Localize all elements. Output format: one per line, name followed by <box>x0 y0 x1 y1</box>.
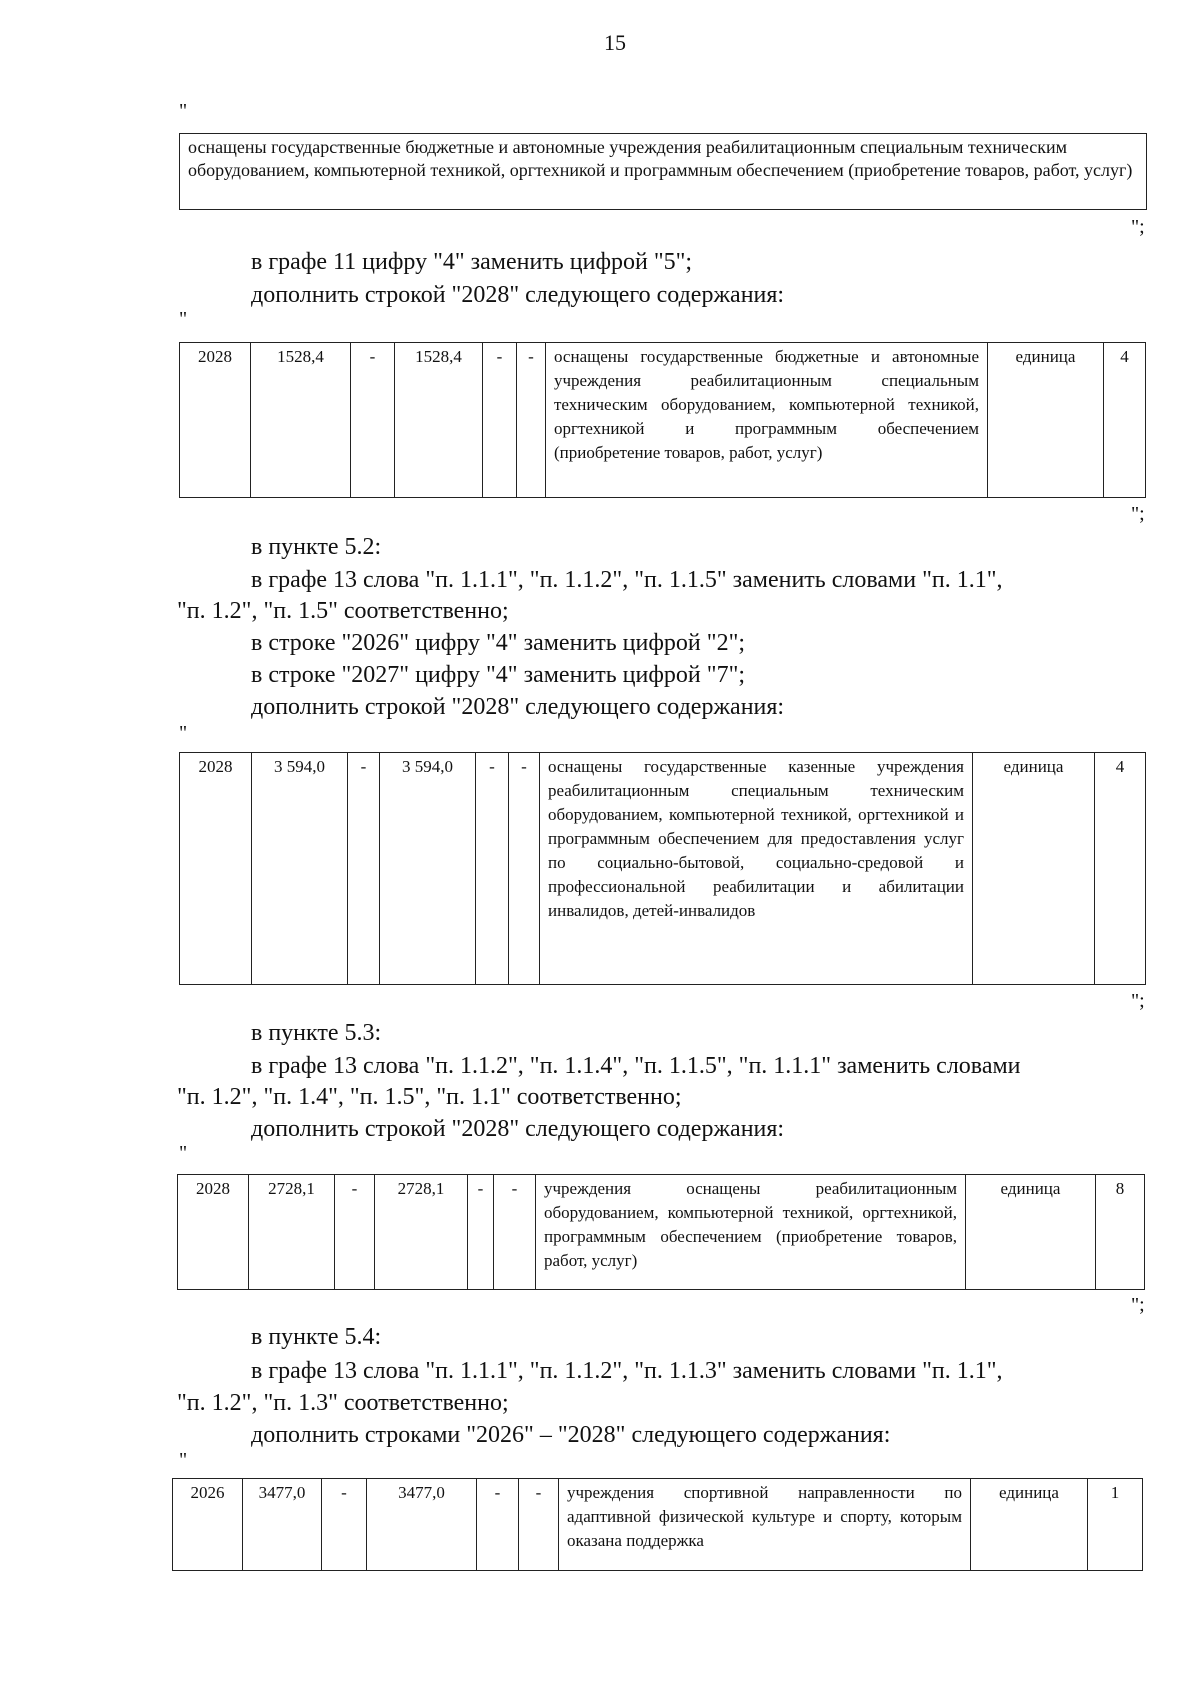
amount-cell: 3 594,0 <box>380 753 476 985</box>
dash-cell: - <box>348 753 380 985</box>
year-cell: 2028 <box>178 1175 249 1290</box>
unit-cell: единица <box>966 1175 1096 1290</box>
year-cell: 2028 <box>180 343 251 498</box>
value-cell: 4 <box>1104 343 1146 498</box>
total-cell: 3 594,0 <box>252 753 348 985</box>
table-row <box>173 1479 1143 1571</box>
dash-cell: - <box>335 1175 375 1290</box>
open-quote: " <box>179 308 188 330</box>
open-quote: " <box>179 1449 188 1471</box>
unit-cell: единица <box>971 1479 1088 1571</box>
unit-cell: единица <box>988 343 1104 498</box>
instruction-line: в пункте 5.2: <box>251 534 382 560</box>
close-quote: "; <box>1131 990 1145 1012</box>
description-cell: учреждения спортивной направленности по адаптивной физической культуре и спорту, которым оказана поддержка <box>559 1479 971 1571</box>
instruction-line: "п. 1.2", "п. 1.5" соответственно; <box>177 598 509 624</box>
instruction-line: в пункте 5.3: <box>251 1020 382 1046</box>
amendment-table <box>179 752 1146 985</box>
instruction-line: в пункте 5.4: <box>251 1324 382 1350</box>
instruction-line: в графе 13 слова "п. 1.1.1", "п. 1.1.2", "п. 1.1.5" заменить словами "п. 1.1", <box>251 567 1003 593</box>
value-cell: 4 <box>1095 753 1146 985</box>
instruction-line: дополнить строками "2026" – "2028" следующего содержания: <box>251 1422 891 1448</box>
amount-cell: 2728,1 <box>375 1175 468 1290</box>
dash-cell: - <box>519 1479 559 1571</box>
value-cell: 1 <box>1088 1479 1143 1571</box>
instruction-line: в строке "2027" цифру "4" заменить цифрой "7"; <box>251 662 746 688</box>
instruction-line: дополнить строкой "2028" следующего содержания: <box>251 282 785 308</box>
close-quote: "; <box>1131 503 1145 525</box>
dash-cell: - <box>322 1479 367 1571</box>
amendment-table <box>172 1478 1143 1571</box>
dash-cell: - <box>509 753 540 985</box>
amendment-table <box>177 1174 1145 1290</box>
description-cell: оснащены государственные бюджетные и автономные учреждения реабилитационным специальным техническим оборудованием, компьютерной техникой, оргтехникой и программным обеспечением (приобретение товаров, работ, услуг) <box>546 343 988 498</box>
dash-cell: - <box>468 1175 494 1290</box>
close-quote: "; <box>1131 216 1145 238</box>
dash-cell: - <box>476 753 509 985</box>
unit-cell: единица <box>973 753 1095 985</box>
table-row <box>178 1175 1145 1290</box>
dash-cell: - <box>494 1175 536 1290</box>
cell-text: оснащены государственные бюджетные и автономные учреждения реабилитационным специальным техническим оборудованием, компьютерной техникой, оргтехникой и программным обеспечением (приобретение товаров, работ, услуг) <box>188 137 1133 180</box>
amount-cell: 3477,0 <box>367 1479 477 1571</box>
instruction-line: "п. 1.2", "п. 1.3" соответственно; <box>177 1390 509 1416</box>
open-quote: " <box>179 100 188 122</box>
instruction-line: в графе 13 слова "п. 1.1.2", "п. 1.1.4", "п. 1.1.5", "п. 1.1.1" заменить словами <box>251 1053 1021 1079</box>
dash-cell: - <box>517 343 546 498</box>
instruction-line: в графе 13 слова "п. 1.1.1", "п. 1.1.2", "п. 1.1.3" заменить словами "п. 1.1", <box>251 1358 1003 1384</box>
description-cell: учреждения оснащены реабилитационным оборудованием, компьютерной техникой, оргтехникой, программным обеспечением (приобретение товаров, работ, услуг) <box>536 1175 966 1290</box>
dash-cell: - <box>483 343 517 498</box>
close-quote: "; <box>1131 1294 1145 1316</box>
continued-table-cell <box>179 133 1147 210</box>
instruction-line: дополнить строкой "2028" следующего содержания: <box>251 1116 785 1142</box>
total-cell: 3477,0 <box>243 1479 322 1571</box>
table-row <box>180 343 1146 498</box>
year-cell: 2028 <box>180 753 252 985</box>
instruction-line: в графе 11 цифру "4" заменить цифрой "5"; <box>251 249 693 275</box>
table-row <box>180 753 1146 985</box>
amount-cell: 1528,4 <box>395 343 483 498</box>
amendment-table <box>179 342 1146 498</box>
dash-cell: - <box>477 1479 519 1571</box>
value-cell: 8 <box>1096 1175 1145 1290</box>
instruction-line: в строке "2026" цифру "4" заменить цифрой "2"; <box>251 630 746 656</box>
open-quote: " <box>179 722 188 744</box>
description-cell: оснащены государственные казенные учреждения реабилитационным специальным техническим оборудованием, компьютерной техникой, оргтехникой и программным обеспечением для предоставления услуг по социально-бытовой, социально-средовой и профессиональной реабилитации и абилитации инвалидов, детей-инвалидов <box>540 753 973 985</box>
instruction-line: "п. 1.2", "п. 1.4", "п. 1.5", "п. 1.1" соответственно; <box>177 1084 682 1110</box>
open-quote: " <box>179 1142 188 1164</box>
total-cell: 1528,4 <box>251 343 351 498</box>
instruction-line: дополнить строкой "2028" следующего содержания: <box>251 694 785 720</box>
dash-cell: - <box>351 343 395 498</box>
page-number: 15 <box>604 30 626 55</box>
year-cell: 2026 <box>173 1479 243 1571</box>
total-cell: 2728,1 <box>249 1175 335 1290</box>
